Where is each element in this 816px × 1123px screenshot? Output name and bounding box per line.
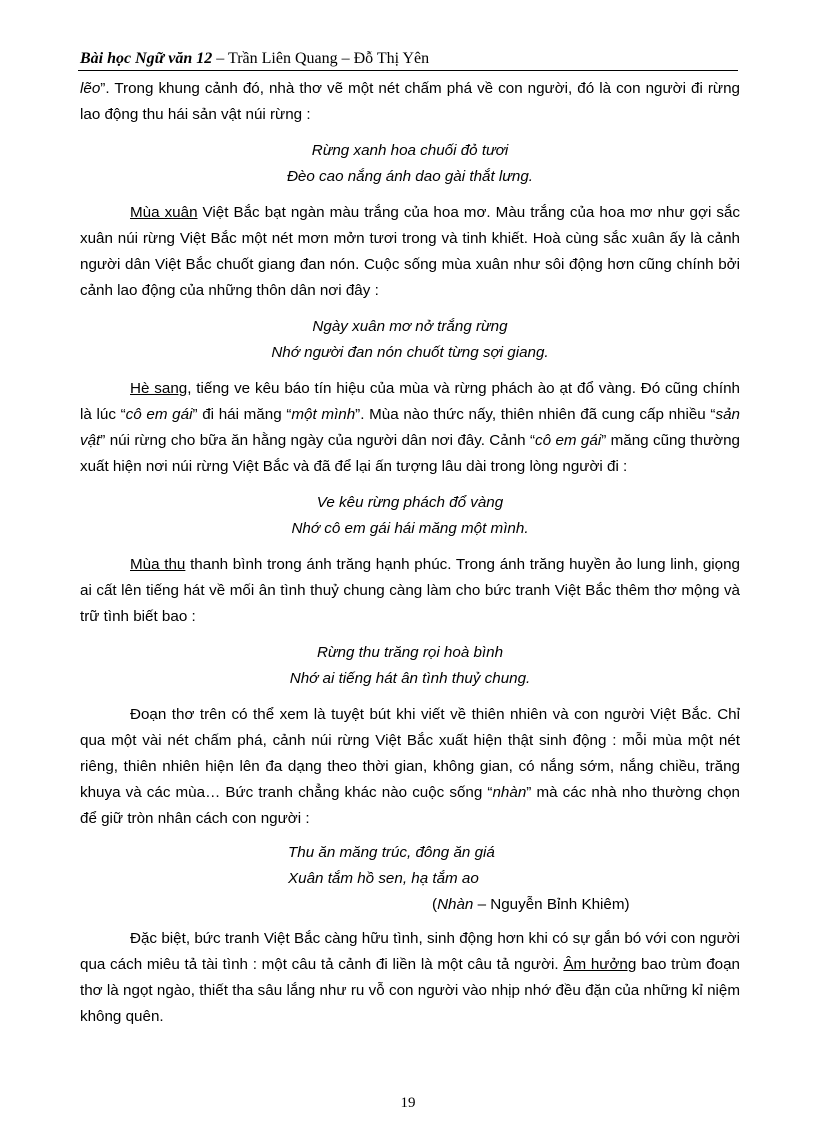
verse-attribution (80, 892, 740, 918)
text-run: – Nguyễn Bỉnh Khiêm) (473, 896, 630, 913)
season-summer: Hè sang (130, 380, 188, 397)
verse-line: Xuân tắm hồ sen, hạ tắm ao (288, 870, 479, 887)
verse-stanza-1 (80, 138, 740, 190)
text-run: Đoạn thơ trên có thể xem là tuyệt bút khi viết về thiên nhiên và con người Việt Bắc. Chỉ qua một vài nét chấm phá, cảnh núi rừng Việt Bắc xuất hiện thật sinh động : mỗi mùa một nét riêng, thiên nhiên hiện lên đa dạng theo thời gian, không gian, có nắng sớm, nắng chiều, trăng khuya và các mùa… Bức tranh chẳng khác nào cuộc sống “ (80, 706, 740, 801)
verse-line: Thu ăn măng trúc, đông ăn giá (288, 844, 495, 861)
quoted-phrase: cô em gái (535, 432, 602, 449)
quoted-phrase: cô em gái (125, 406, 193, 423)
verse-line: Nhớ người đan nón chuốt từng sợi giang. (271, 344, 549, 361)
text-run: ( (432, 896, 438, 913)
paragraph-autumn (80, 552, 740, 630)
text-run: bao trùm đoạn thơ là ngọt ngào, thiết tha sâu lắng như ru vỗ con người vào nhịp nhớ đều đặn của những kỉ niệm không quên. (80, 956, 740, 1025)
verse-line: Nhớ cô em gái hái măng một mình. (291, 520, 529, 537)
paragraph-final (80, 926, 740, 1030)
verse-line: Đèo cao nắng ánh dao gài thắt lưng. (286, 168, 534, 185)
book-title: Bài học Ngữ văn 12 (80, 50, 213, 67)
season-autumn: Mùa thu (130, 556, 186, 573)
text-run: ” đi hái măng “ (192, 406, 292, 423)
verse-line: Rừng thu trăng rọi hoà bình (316, 644, 504, 661)
page-number: 19 (400, 1095, 416, 1111)
paragraph-text: ”. Trong khung cảnh đó, nhà thơ vẽ một nét chấm phá về con người, đó là con người đi rừng lao động thu hái sản vật núi rừng : (80, 80, 740, 123)
verse-stanza-5 (80, 840, 740, 918)
quoted-phrase: nhàn (492, 784, 527, 801)
paragraph-intro (80, 76, 740, 128)
quoted-phrase: sản vật (80, 406, 740, 449)
verse-stanza-3 (80, 490, 740, 542)
running-header (80, 48, 740, 70)
quote-fragment: lẽo (80, 80, 101, 97)
term-am-huong: Âm hưởng (563, 956, 637, 973)
text-run: Đặc biệt, bức tranh Việt Bắc càng hữu tình, sinh động hơn khi có sự gắn bó với con người qua cách miêu tả tài tình : một câu tả cảnh đi liền là một câu tả người. (80, 930, 740, 973)
verse-line: Ve kêu rừng phách đổ vàng (316, 494, 504, 511)
verse-line: Ngày xuân mơ nở trắng rừng (312, 318, 508, 335)
paragraph-text: Việt Bắc bạt ngàn màu trắng của hoa mơ. Màu trắng của hoa mơ như gợi sắc xuân núi rừng Việt Bắc một nét mơn mởn tươi trong và tinh khiết. Hoà cùng sắc xuân ấy là cảnh người dân Việt Bắc chuốt giang đan nón. Cuộc sống mùa xuân như sôi động hơn cũng chính bởi cảnh lao động của những thôn dân nơi đây : (80, 204, 740, 299)
text-run: ”. Mùa nào thức nấy, thiên nhiên đã cung cấp nhiều “ (355, 406, 716, 423)
text-run: ” núi rừng cho bữa ăn hằng ngày của người dân nơi đây. Cảnh “ (100, 432, 536, 449)
verse-stanza-2 (80, 314, 740, 366)
quoted-phrase: một mình (291, 406, 356, 423)
header-rule (78, 70, 738, 71)
text-run: ” măng cũng thường xuất hiện nơi núi rừng Việt Bắc và đã để lại ấn tượng lâu dài trong lòng người đi : (80, 432, 740, 475)
header-authors: Trần Liên Quang – Đỗ Thị Yên (227, 50, 430, 67)
text-run: ” mà các nhà nho thường chọn để giữ tròn nhân cách con người : (80, 784, 741, 827)
verse-line: Nhớ ai tiếng hát ân tình thuỷ chung. (289, 670, 531, 687)
verse-line: Rừng xanh hoa chuối đỏ tươi (311, 142, 509, 159)
document-body (80, 76, 740, 1030)
paragraph-summer (80, 376, 740, 480)
paragraph-conclusion (80, 702, 740, 832)
header-separator: – (212, 50, 228, 67)
paragraph-spring (80, 200, 740, 304)
work-title: Nhàn (437, 896, 474, 913)
text-run: , tiếng ve kêu báo tín hiệu của mùa và rừng phách ào ạt đổ vàng. Đó cũng chính là lúc “ (80, 380, 740, 423)
season-spring: Mùa xuân (130, 204, 198, 221)
paragraph-text: thanh bình trong ánh trăng hạnh phúc. Trong ánh trăng huyền ảo lung linh, giọng ai cất lên tiếng hát về mối ân tình thuỷ chung càng làm cho bức tranh Việt Bắc thêm thơ mộng và trữ tình biết bao : (80, 556, 740, 625)
verse-stanza-4 (80, 640, 740, 692)
